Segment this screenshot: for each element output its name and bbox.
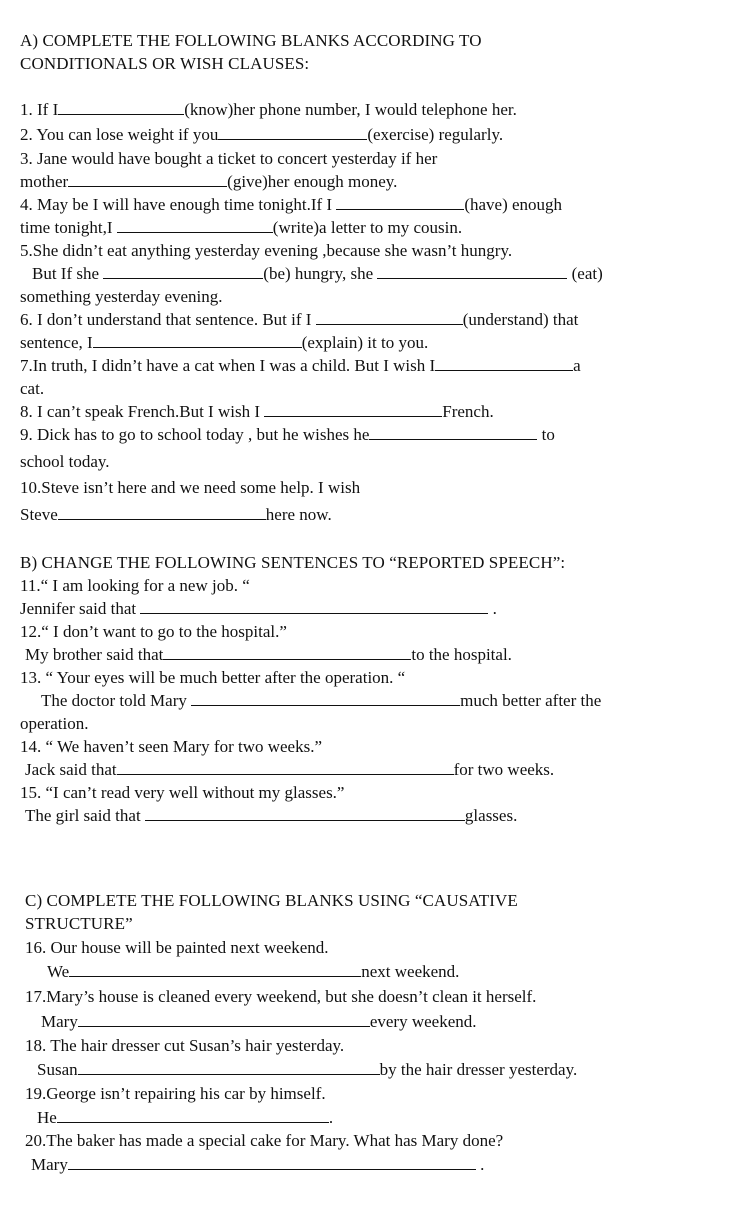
question-text: Mary: [41, 1012, 78, 1031]
question-text: My brother said that: [25, 645, 164, 664]
question-text: 7.In truth, I didn’t have a cat when I was a child. But I wish I: [20, 356, 436, 375]
question-text: We: [47, 962, 70, 981]
question-text: sentence, I: [20, 333, 93, 352]
section-b-heading: B) CHANGE THE FOLLOWING SENTENCES TO “REPORTED SPEECH”:: [20, 553, 566, 572]
question-14-quote: 14. “ We haven’t seen Mary for two weeks.”: [20, 737, 323, 756]
question-text: (write)a letter to my cousin.: [272, 218, 463, 237]
question-19-line1: 19.George isn’t repairing his car by himself.: [25, 1084, 326, 1103]
question-text: (give)her enough money.: [227, 172, 398, 191]
answer-blank[interactable]: [117, 218, 273, 233]
question-18-line1: 18. The hair dresser cut Susan’s hair yesterday.: [25, 1036, 345, 1055]
answer-blank[interactable]: [103, 264, 263, 279]
answer-blank[interactable]: [58, 505, 266, 520]
question-text: to: [537, 425, 555, 444]
answer-blank[interactable]: [145, 806, 465, 821]
question-text: But If she: [32, 264, 104, 283]
question-text: much better after the: [460, 691, 602, 710]
question-text: French.: [442, 402, 494, 421]
question-10-line2: [20, 505, 332, 525]
answer-blank[interactable]: [78, 1012, 370, 1027]
question-4-line1: [20, 195, 562, 215]
question-1: [20, 100, 517, 120]
question-15-quote: 15. “I can’t read very well without my glasses.”: [20, 783, 345, 802]
question-14-answer: [25, 760, 554, 780]
question-20-answer: [31, 1155, 484, 1175]
question-text: here now.: [265, 505, 332, 524]
question-text: 2. You can lose weight if you: [20, 125, 219, 144]
question-text: Jennifer said that: [20, 599, 141, 618]
question-text: to the hospital.: [411, 645, 512, 664]
question-5-line2: [32, 264, 603, 284]
question-13-line3: operation.: [20, 714, 89, 733]
question-9-line2: school today.: [20, 452, 110, 471]
question-text: time tonight,I: [20, 218, 117, 237]
question-16-line1: 16. Our house will be painted next weekend.: [25, 938, 329, 957]
section-c-heading-line2: STRUCTURE”: [25, 914, 133, 933]
question-text: .: [328, 1108, 334, 1127]
question-text: Mary: [31, 1155, 68, 1174]
answer-blank[interactable]: [435, 356, 573, 371]
question-text: (have) enough: [464, 195, 563, 214]
question-13-answer: [41, 691, 601, 711]
answer-blank[interactable]: [264, 402, 442, 417]
answer-blank[interactable]: [117, 760, 454, 775]
question-text: .: [488, 599, 497, 618]
question-text: mother: [20, 172, 69, 191]
question-text: Jack said that: [25, 760, 117, 779]
question-5-line3: something yesterday evening.: [20, 287, 223, 306]
question-11-quote: 11.“ I am looking for a new job. “: [20, 576, 250, 595]
question-text: (explain) it to you.: [301, 333, 429, 352]
question-text: Steve: [20, 505, 58, 524]
answer-blank[interactable]: [69, 962, 361, 977]
question-9-line1: [20, 425, 555, 445]
question-text: .: [475, 1155, 485, 1174]
question-3-line2: [20, 172, 397, 192]
question-text: next weekend.: [361, 962, 460, 981]
question-text: The doctor told Mary: [41, 691, 192, 710]
question-2: [20, 125, 503, 145]
question-text: Susan: [37, 1060, 78, 1079]
question-text: 6. I don’t understand that sentence. But if I: [20, 310, 316, 329]
question-text: 9. Dick has to go to school today , but he wishes he: [20, 425, 370, 444]
question-text: glasses.: [464, 806, 518, 825]
answer-blank[interactable]: [218, 125, 367, 140]
answer-blank[interactable]: [336, 195, 464, 210]
question-text: 1. If I: [20, 100, 59, 119]
question-4-line2: [20, 218, 462, 238]
question-text: The girl said that: [25, 806, 145, 825]
answer-blank[interactable]: [78, 1060, 380, 1075]
answer-blank[interactable]: [58, 100, 184, 115]
question-17-answer: [41, 1012, 477, 1032]
question-20-line1: 20.The baker has made a special cake for Mary. What has Mary done?: [25, 1131, 504, 1150]
question-6-line1: [20, 310, 578, 330]
question-12-quote: 12.“ I don’t want to go to the hospital.”: [20, 622, 287, 641]
question-10-line1: 10.Steve isn’t here and we need some help. I wish: [20, 478, 361, 497]
question-text: (know)her phone number, I would telephone her.: [184, 100, 517, 119]
question-7-line2: cat.: [20, 379, 45, 398]
section-a-heading-line1: A) COMPLETE THE FOLLOWING BLANKS ACCORDING TO: [20, 31, 482, 50]
answer-blank[interactable]: [316, 310, 463, 325]
question-8: [20, 402, 494, 422]
question-19-answer: [37, 1108, 333, 1128]
section-a-heading-line2: CONDITIONALS OR WISH CLAUSES:: [20, 54, 310, 73]
answer-blank[interactable]: [377, 264, 567, 279]
question-text: 8. I can’t speak French.But I wish I: [20, 402, 265, 421]
question-18-answer: [37, 1060, 577, 1080]
question-text: (exercise) regularly.: [367, 125, 504, 144]
question-5-line1: 5.She didn’t eat anything yesterday evening ,because she wasn’t hungry.: [20, 241, 513, 260]
question-text: (be) hungry, she: [263, 264, 378, 283]
answer-blank[interactable]: [369, 425, 537, 440]
question-16-answer: [47, 962, 459, 982]
question-text: every weekend.: [369, 1012, 477, 1031]
question-13-quote: 13. “ Your eyes will be much better after the operation. “: [20, 668, 406, 687]
question-7-line1: [20, 356, 581, 376]
question-text: He: [37, 1108, 57, 1127]
section-c-heading-line1: C) COMPLETE THE FOLLOWING BLANKS USING “CAUSATIVE: [25, 891, 518, 910]
answer-blank[interactable]: [191, 691, 460, 706]
question-text: (eat): [567, 264, 603, 283]
answer-blank[interactable]: [93, 333, 302, 348]
question-11-answer: [20, 599, 497, 619]
question-text: 4. May be I will have enough time tonight.If I: [20, 195, 337, 214]
answer-blank[interactable]: [140, 599, 488, 614]
question-15-answer: [25, 806, 517, 826]
answer-blank[interactable]: [57, 1108, 329, 1123]
question-12-answer: [25, 645, 512, 665]
question-text: a: [573, 356, 581, 375]
question-text: for two weeks.: [453, 760, 555, 779]
answer-blank[interactable]: [68, 172, 227, 187]
question-17-line1: 17.Mary’s house is cleaned every weekend, but she doesn’t clean it herself.: [25, 987, 537, 1006]
question-6-line2: [20, 333, 428, 353]
answer-blank[interactable]: [68, 1155, 476, 1170]
question-3-line1: 3. Jane would have bought a ticket to concert yesterday if her: [20, 149, 438, 168]
answer-blank[interactable]: [163, 645, 411, 660]
question-text: (understand) that: [462, 310, 579, 329]
question-text: by the hair dresser yesterday.: [379, 1060, 578, 1079]
